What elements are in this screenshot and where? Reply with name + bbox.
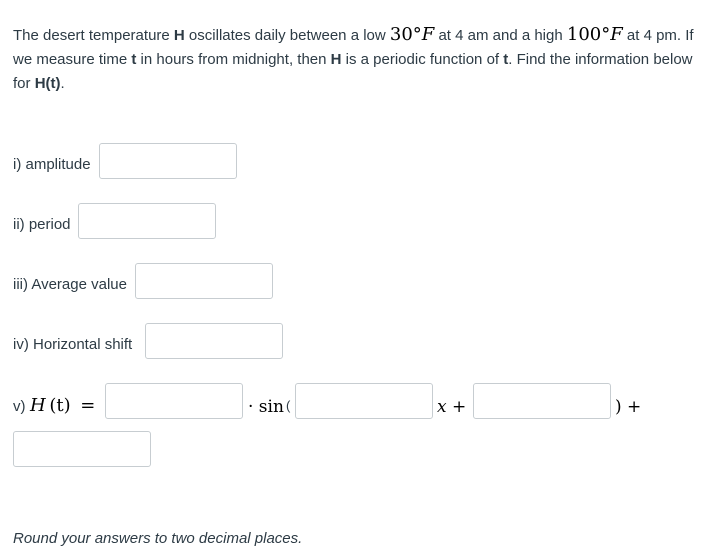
formula-lhs: H (t) = — [30, 395, 96, 416]
problem-text: oscillates daily between a low — [184, 27, 390, 44]
variable-h: H — [330, 51, 342, 68]
x-plus: x + — [437, 397, 467, 417]
variable-t: t — [503, 51, 509, 68]
close-paren-plus: ) + — [615, 397, 642, 417]
rounding-note: Round your answers to two decimal places. — [13, 530, 303, 547]
low-temperature: 30°F — [389, 24, 435, 45]
formula-b-input[interactable] — [295, 383, 433, 419]
average-value-input[interactable] — [135, 263, 273, 299]
problem-text: The desert temperature — [13, 27, 174, 44]
problem-text: in hours from midnight, then — [136, 51, 331, 68]
average-value-label: iii) Average value — [13, 276, 127, 293]
amplitude-input[interactable] — [99, 143, 237, 179]
horizontal-shift-input[interactable] — [145, 323, 283, 359]
formula-d-input[interactable] — [13, 431, 151, 467]
sine-function: · sin — [248, 397, 284, 417]
amplitude-label: i) amplitude — [13, 156, 91, 173]
problem-text: at 4 pm. If we measure time — [13, 27, 694, 68]
period-input[interactable] — [78, 203, 216, 239]
high-temperature: 100°F — [566, 24, 623, 45]
formula-label: v) — [13, 398, 26, 415]
period-label: ii) period — [13, 216, 71, 233]
variable-h: H — [173, 27, 185, 44]
problem-text: is a periodic function of — [341, 51, 504, 68]
problem-text: . Find the information below for — [13, 51, 693, 92]
formula-c-input[interactable] — [473, 383, 611, 419]
function-name: H(t) — [34, 75, 61, 92]
horizontal-shift-label: iv) Horizontal shift — [13, 336, 133, 353]
problem-statement — [13, 23, 703, 96]
formula-amplitude-input[interactable] — [105, 383, 243, 419]
problem-text: at 4 am and a high — [434, 27, 567, 44]
problem-text: . — [60, 75, 65, 92]
variable-t: t — [131, 51, 137, 68]
open-paren: ( — [286, 398, 291, 413]
